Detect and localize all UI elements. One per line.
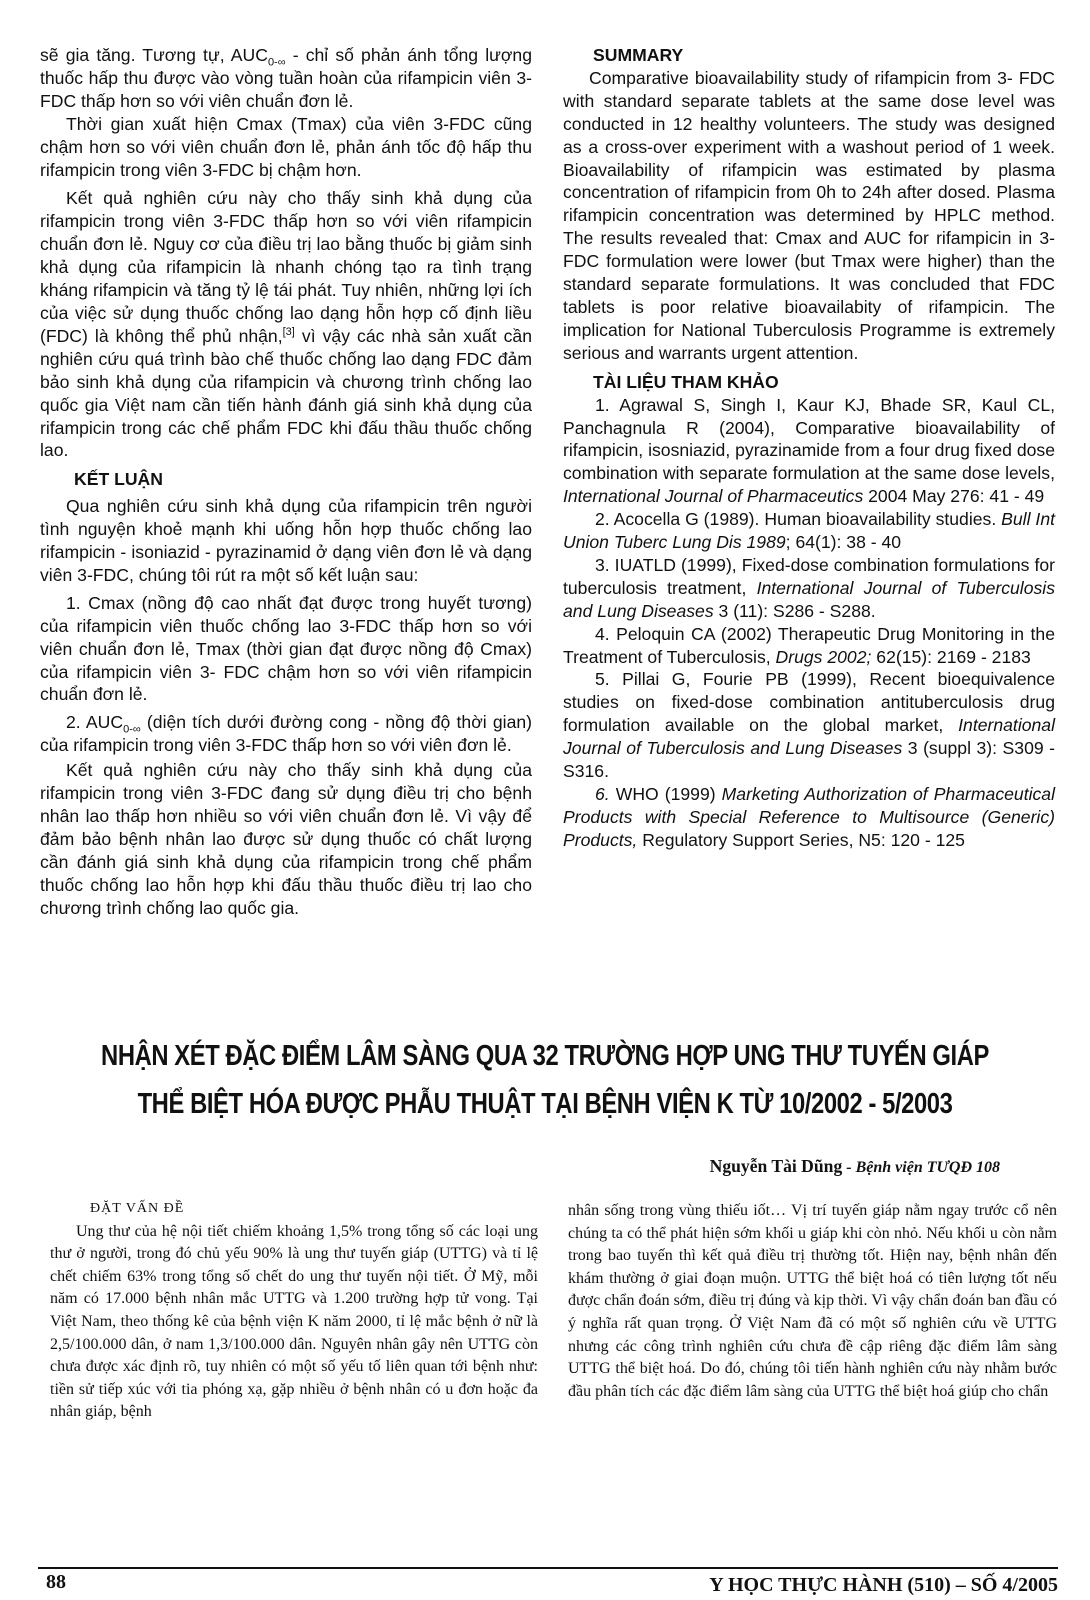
reference-item: 1. Agrawal S, Singh I, Kaur KJ, Bhade SR, Kaul CL, Panchagnula R (2004), Comparative bioavailability of rifampicin, isosniazid, pyrazinamide from a four drug fixed dose combination with separate formulation at the same dose levels, International Journal of Pharmaceutics 2004 May 276: 41 - 49 <box>563 394 1055 507</box>
section-heading-ketluan: KẾT LUẬN <box>74 469 163 490</box>
reference-item: 5. Pillai G, Fourie PB (1999), Recent bioequivalence studies on fixed-dose combination antituberculosis drug formulation available on the global market, International Journal of Tuberculosis and Lung Diseases 3 (suppl 3): S309 - S316. <box>563 669 1056 782</box>
page-number: 88 <box>46 1571 66 1593</box>
paragraph: nhân sống trong vùng thiếu iốt… Vị trí tuyến giáp nằm ngay trước cổ nên chúng ta có thể phát hiện sớm khối u giáp khi còn nhỏ. Nếu khối u còn nằm trong bao tuyến thì kết quả điều trị thường tốt. Hiện nay, bệnh nhân đến khám thường ở giai đoạn muộn. UTTG thể biệt hoá có tiên lượng tốt nếu được chẩn đoán sớm, điều trị đúng và kịp thời. Vì vậy chẩn đoán ban đầu có ý nghĩa rất quan trọng. Ở Việt Nam đã có một số nghiên cứu về UTTG nhưng các công trình nghiên cứu chưa đề cập riêng đặc điểm lâm sàng UTTG thể biệt hoá. Do đó, chúng tôi tiến hành nghiên cứu này nhằm bước đầu phân tích các đặc điểm lâm sàng của UTTG thể biệt hoá giúp cho chẩn <box>568 1202 1057 1400</box>
article-title-line-1: NHẬN XÉT ĐẶC ĐIỂM LÂM SÀNG QUA 32 TRƯỜNG HỢP UNG THƯ TUYẾN GIÁP <box>101 1040 989 1072</box>
paragraph: Kết quả nghiên cứu này cho thấy sinh khả dụng của rifampicin trong viên 3-FDC đang sử dụng điều trị cho bệnh nhân lao thấp hơn nhiều so với viên chuẩn đơn lẻ. Vì vậy để đảm bảo bệnh nhân lao được sử dụng thuốc có chất lượng cần đánh giá sinh khả dụng của rifampicin trong chế phẩm thuốc chống lao hỗn hợp khi đấu thầu thuốc điều trị lao cho chương trình chống lao quốc gia. <box>40 760 532 918</box>
journal-name: Y HỌC THỰC HÀNH (510) – SỐ 4/2005 <box>709 1574 1058 1596</box>
article2-right-column <box>568 1200 1057 1403</box>
left-column <box>40 44 532 920</box>
author-line <box>560 1156 1000 1177</box>
section-heading-dat-van-de: ĐẶT VẤN ĐỀ <box>90 1201 185 1216</box>
paragraph: sẽ gia tăng. Tương tự, $AUC_{0-\infty}$ - chỉ số phản ánh tổng lượng thuốc hấp thu được vào vòng tuần hoàn của rifampicin viên 3-FDC thấp hơn so với viên chuẩn đơn lẻ. <box>40 45 532 111</box>
references-heading: TÀI LIỆU THAM KHẢO <box>593 371 779 392</box>
reference-item: 6. WHO (1999) Marketing Authorization of Pharmaceutical Products with Special Reference to Multisource (Generic) Products, Regulatory Support Series, N5: 120 - 125 <box>563 784 1055 850</box>
paragraph: Ung thư của hệ nội tiết chiếm khoảng 1,5% trong tổng số các loại ung thư ở người, trong đó chủ yếu 90% là ung thư tuyến giáp (UTTG) và tỉ lệ chết chiếm 63% trong tổng số chết do ung thư tuyến nội tiết. Ở Mỹ, mỗi năm có 17.000 bệnh nhân mắc UTTG và 1.200 trường hợp tử vong. Tại Việt Nam, theo thống kê của bệnh viện K năm 2000, tỉ lệ mắc bệnh ở nữ là 2,5/100.000 dân, ở nam 1,3/100.000 dân. Nguyên nhân gây nên UTTG còn chưa được xác định rõ, tuy nhiên có một số yếu tố liên quan tới bệnh như: tiền sử tiếp xúc với tia phóng xạ, gặp nhiều ở bệnh nhân có u đơn hoặc đa nhân giáp, bệnh <box>50 1222 538 1421</box>
reference-item: 2. Acocella G (1989). Human bioavailability studies. Bull Int Union Tuberc Lung Dis 1989; 64(1): 38 - 40 <box>563 509 1055 553</box>
conclusion-point-1: 1. Cmax (nồng độ cao nhất đạt được trong huyết tương) của rifampicin viên thuốc chống lao 3-FDC thấp hơn so với viên chuẩn đơn lẻ, Tmax (thời gian đạt được nồng độ Cmax) của rifampicin viên 3- FDC chậm hơn so với viên rifampicin chuẩn đơn lẻ. <box>40 592 532 705</box>
conclusion-point-2: 2. $AUC_{0-\infty}$ (diện tích dưới đường cong - nồng độ thời gian) của rifampicin trong viên 3-FDC thấp hơn so với viên đơn lẻ. <box>40 712 532 756</box>
paragraph: Thời gian xuất hiện Cmax (Tmax) của viên 3-FDC cũng chậm hơn so với viên chuẩn đơn lẻ, phản ánh tốc độ hấp thu rifampicin trong viên 3-FDC bị chậm hơn. <box>40 113 532 180</box>
author-affiliation: - Bệnh viện TƯQĐ 108 <box>842 1159 1000 1176</box>
paragraph: Kết quả nghiên cứu này cho thấy sinh khả dụng của rifampicin trong viên 3-FDC thấp hơn so với viên rifampicin chuẩn đơn lẻ. Nguy cơ của điều trị lao bằng thuốc bị giảm sinh khả dụng của rifampicin là nhanh chóng tạo ra tình trạng kháng rifampicin và tăng tỷ lệ tái phát. Tuy nhiên, những lợi ích của việc sử dụng thuốc chống lao dạng hỗn hợp cố định liều (FDC) là không thể phủ nhận,[3] vì vậy các nhà sản xuất cần nghiên cứu quá trình bào chế thuốc chống lao dạng FDC đảm bảo sinh khả dụng của rifampicin và chương trình chống lao quốc gia Việt nam cần tiến hành đánh giá sinh khả dụng của rifampicin trong các chế phẩm FDC khi đấu thầu thuốc chống lao. <box>40 188 532 461</box>
right-column <box>563 44 1055 852</box>
reference-item: 3. IUATLD (1999), Fixed-dose combination formulations for tuberculosis treatment, International Journal of Tuberculosis and Lung Diseases 3 (11): S286 - S288. <box>563 554 1055 621</box>
footer-rule <box>38 1567 1058 1569</box>
article-title-line-2: THỂ BIỆT HÓA ĐƯỢC PHẪU THUẬT TẠI BỆNH VIỆN K TỪ 10/2002 - 5/2003 <box>137 1088 953 1120</box>
summary-heading: SUMMARY <box>593 45 684 65</box>
summary-text: Comparative bioavailability study of rifampicin from 3- FDC with standard separate tablets at the same dose level was conducted in 12 healthy volunteers. The study was designed as a cross-over experiment with a washout period of 1 week. Bioavailability of rifampicin was estimated by plasma concentration of rifampicin from 0h to 24h after dosed. Plasma rifampicin concentration was determined by HPLC method. The results revealed that: Cmax and AUC for rifampicin in 3-FDC formulation were lower (but Tmax were higher) than the standard separate formulations. It was concluded that FDC tablets is poor relative bioavailabity of rifampicin. The implication for National Tuberculosis Programme is extremely serious and warrants urgent attention. <box>563 67 1055 363</box>
reference-item: 4. Peloquin CA (2002) Therapeutic Drug Monitoring in the Treatment of Tuberculosis, Drugs 2002; 62(15): 2169 - 2183 <box>563 623 1055 667</box>
article2-left-column <box>50 1198 538 1424</box>
paragraph: Qua nghiên cứu sinh khả dụng của rifampicin trên người tình nguyện khoẻ mạnh khi uống hỗn hợp thuốc chống lao rifampicin - isoniazid - pyrazinamid ở dạng viên đơn lẻ và dạng viên 3-FDC, chúng tôi rút ra một số kết luận sau: <box>40 496 532 585</box>
author-name: Nguyễn Tài Dũng <box>709 1156 843 1176</box>
